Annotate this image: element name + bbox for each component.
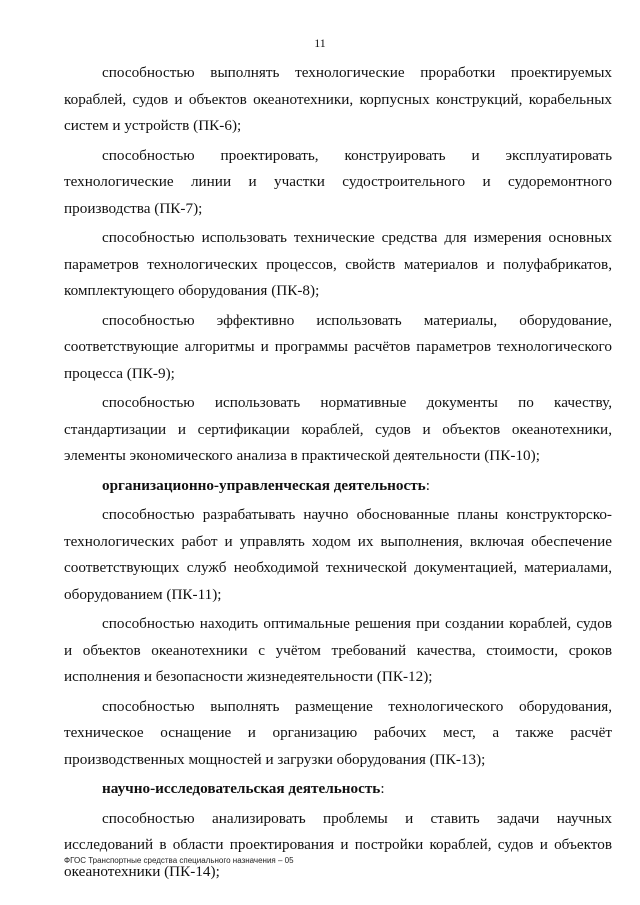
paragraph-pk11: способностью разрабатывать научно обоснованные планы конструкторско-технологических работ и управлять ходом их выполнения, включая обеспечение соответствующих служб необходимой технической документацией, материалами, оборудованием (ПК-11); <box>64 506 612 603</box>
paragraph-pk10: способностью использовать нормативные документы по качеству, стандартизации и сертификации кораблей, судов и объектов океанотехники, элементы экономического анализа в практической деятельности (ПК-10); <box>64 394 612 464</box>
section-heading-research-colon: : <box>380 780 385 797</box>
section-heading-organizational-colon: : <box>425 476 430 494</box>
section-heading-research-text: научно-исследовательская деятельность <box>102 780 381 797</box>
paragraph-pk7: способностью проектировать, конструировать и эксплуатировать технологические линии и участки судостроительного и судоремонтного производства (ПК-7); <box>64 146 612 217</box>
paragraph-pk6: способностью выполнять технологические проработки проектируемых кораблей, судов и объектов океанотехники, корпусных конструкций, корабельных систем и устройств (ПК-6); <box>64 64 612 134</box>
section-heading-organizational-text: организационно-управленческая деятельность <box>102 476 426 494</box>
section-heading-organizational <box>64 473 612 500</box>
paragraph-pk12: способностью находить оптимальные решения при создании кораблей, судов и объектов океанотехники с учётом требований качества, стоимости, сроков исполнения и безопасности жизнедеятельности (ПК-12); <box>64 615 612 685</box>
paragraph-pk13: способностью выполнять размещение технологического оборудования, техническое оснащение и организацию рабочих мест, а также расчёт производственных мощностей и загрузки оборудования (ПК-13); <box>64 697 612 768</box>
paragraph-pk8: способностью использовать технические средства для измерения основных параметров технологических процессов, свойств материалов и полуфабрикатов, комплектующего оборудования (ПК-8); <box>64 229 612 299</box>
page-number: 11 <box>314 36 326 50</box>
section-heading-research <box>64 776 612 803</box>
paragraph-pk14: способностью анализировать проблемы и ставить задачи научных исследований в области проектирования и постройки кораблей, судов и объектов океанотехники (ПК-14); <box>64 809 612 880</box>
footer-standard-name: ФГОС Транспортные средства специального назначения – 05 <box>64 856 294 865</box>
document-body <box>64 60 612 888</box>
paragraph-pk9: способностью эффективно использовать материалы, оборудование, соответствующие алгоритмы и программы расчётов параметров технологического процесса (ПК-9); <box>64 311 612 382</box>
